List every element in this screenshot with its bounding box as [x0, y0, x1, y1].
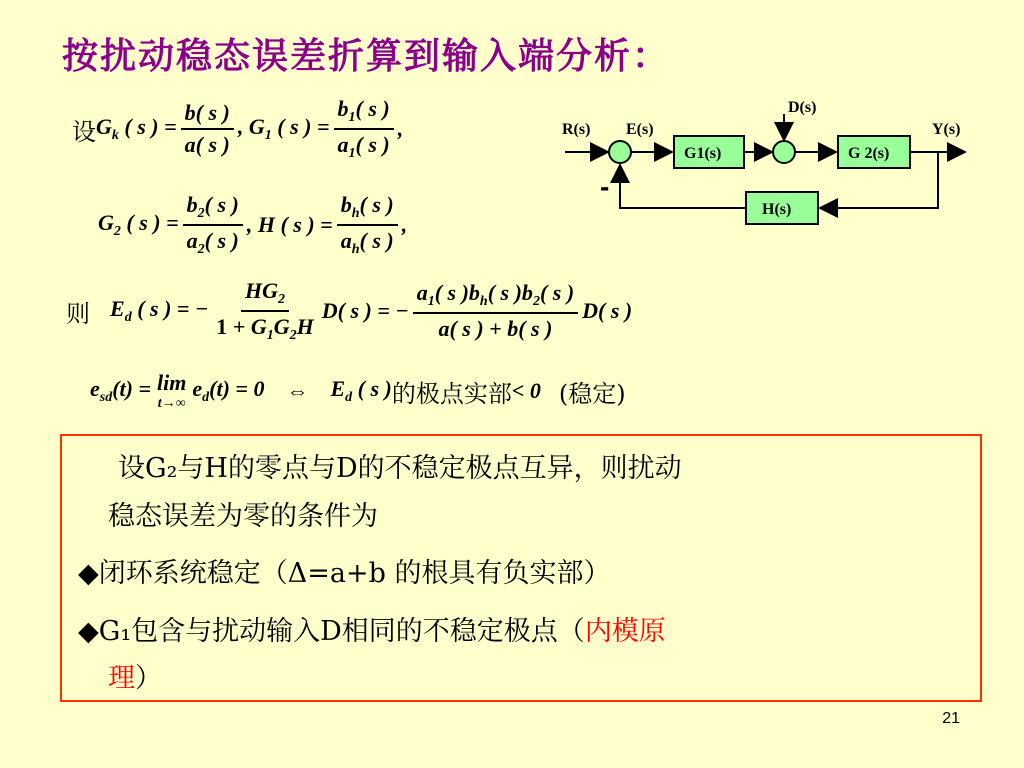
label-e: E(s)	[626, 121, 654, 138]
closing-paren: ）	[135, 663, 162, 694]
box-line-last	[108, 656, 162, 695]
box-line-1: 设G₂与H的零点与D的不稳定极点互异，则扰动	[118, 453, 682, 484]
equation-esd: $e_{sd}(t)$ = lim t→∞ $e_d(t) = 0$ ⇔ $E_d$ ( s ) 的极点实部 < 0 (稳定)	[90, 370, 626, 411]
bullet-internal-model-text: ◆G₁包含与扰动输入D相同的不稳定极点（	[78, 616, 585, 647]
internal-model-red: 内模原	[584, 616, 666, 647]
minus-sign: -	[600, 171, 610, 202]
label-r: R(s)	[562, 121, 591, 138]
page-number: 21	[942, 710, 960, 727]
summing-junction-1	[609, 141, 631, 163]
label-h: H(s)	[762, 201, 792, 218]
label-g1: G1(s)	[684, 145, 722, 162]
summing-junction-2	[773, 141, 795, 163]
then-word: 则	[66, 299, 90, 328]
block-diagram	[560, 96, 980, 236]
bullet-internal-model	[78, 609, 666, 648]
page-title: 按扰动稳态误差折算到输入端分析：	[62, 35, 671, 77]
principle-red: 理	[108, 663, 135, 694]
equiv-symbol: ⇔	[286, 378, 309, 403]
box-line-2: 稳态误差为零的条件为	[108, 501, 378, 532]
label-g2: G 2(s)	[848, 145, 890, 162]
equation-g2-h: $G_2$ ( s ) = $\frac{b_2( s )}{a_2( s )}$ , H ( s ) = $\frac{b_h( s )}{a_h( s )}$ ,	[98, 192, 408, 257]
bullet-closed-loop: ◆闭环系统稳定（Δ=a+b 的根具有负实部）	[78, 558, 611, 589]
label-y: Y(s)	[932, 121, 961, 138]
stable-text: (稳定)	[558, 379, 626, 408]
label-d: D(s)	[788, 99, 817, 116]
equation-gk-g1: 设 $G_k$ ( s ) = $\frac{b( s )}{a( s )}$ , $G_1$ ( s ) = $\frac{b_1( s )}{a_1( s )}$ ,	[72, 96, 404, 161]
equation-ed: 则 $E_d$ ( s ) = − $\frac{HG_2}{1 + G_1G_2H}$ D( s ) = − $\frac{a_1( s )b_h( s )b_2( s )}{a( s ) + b( s )}$ D( s )	[66, 278, 633, 343]
pole-text: 的极点实部	[391, 379, 512, 408]
set-word: 设	[72, 117, 96, 146]
